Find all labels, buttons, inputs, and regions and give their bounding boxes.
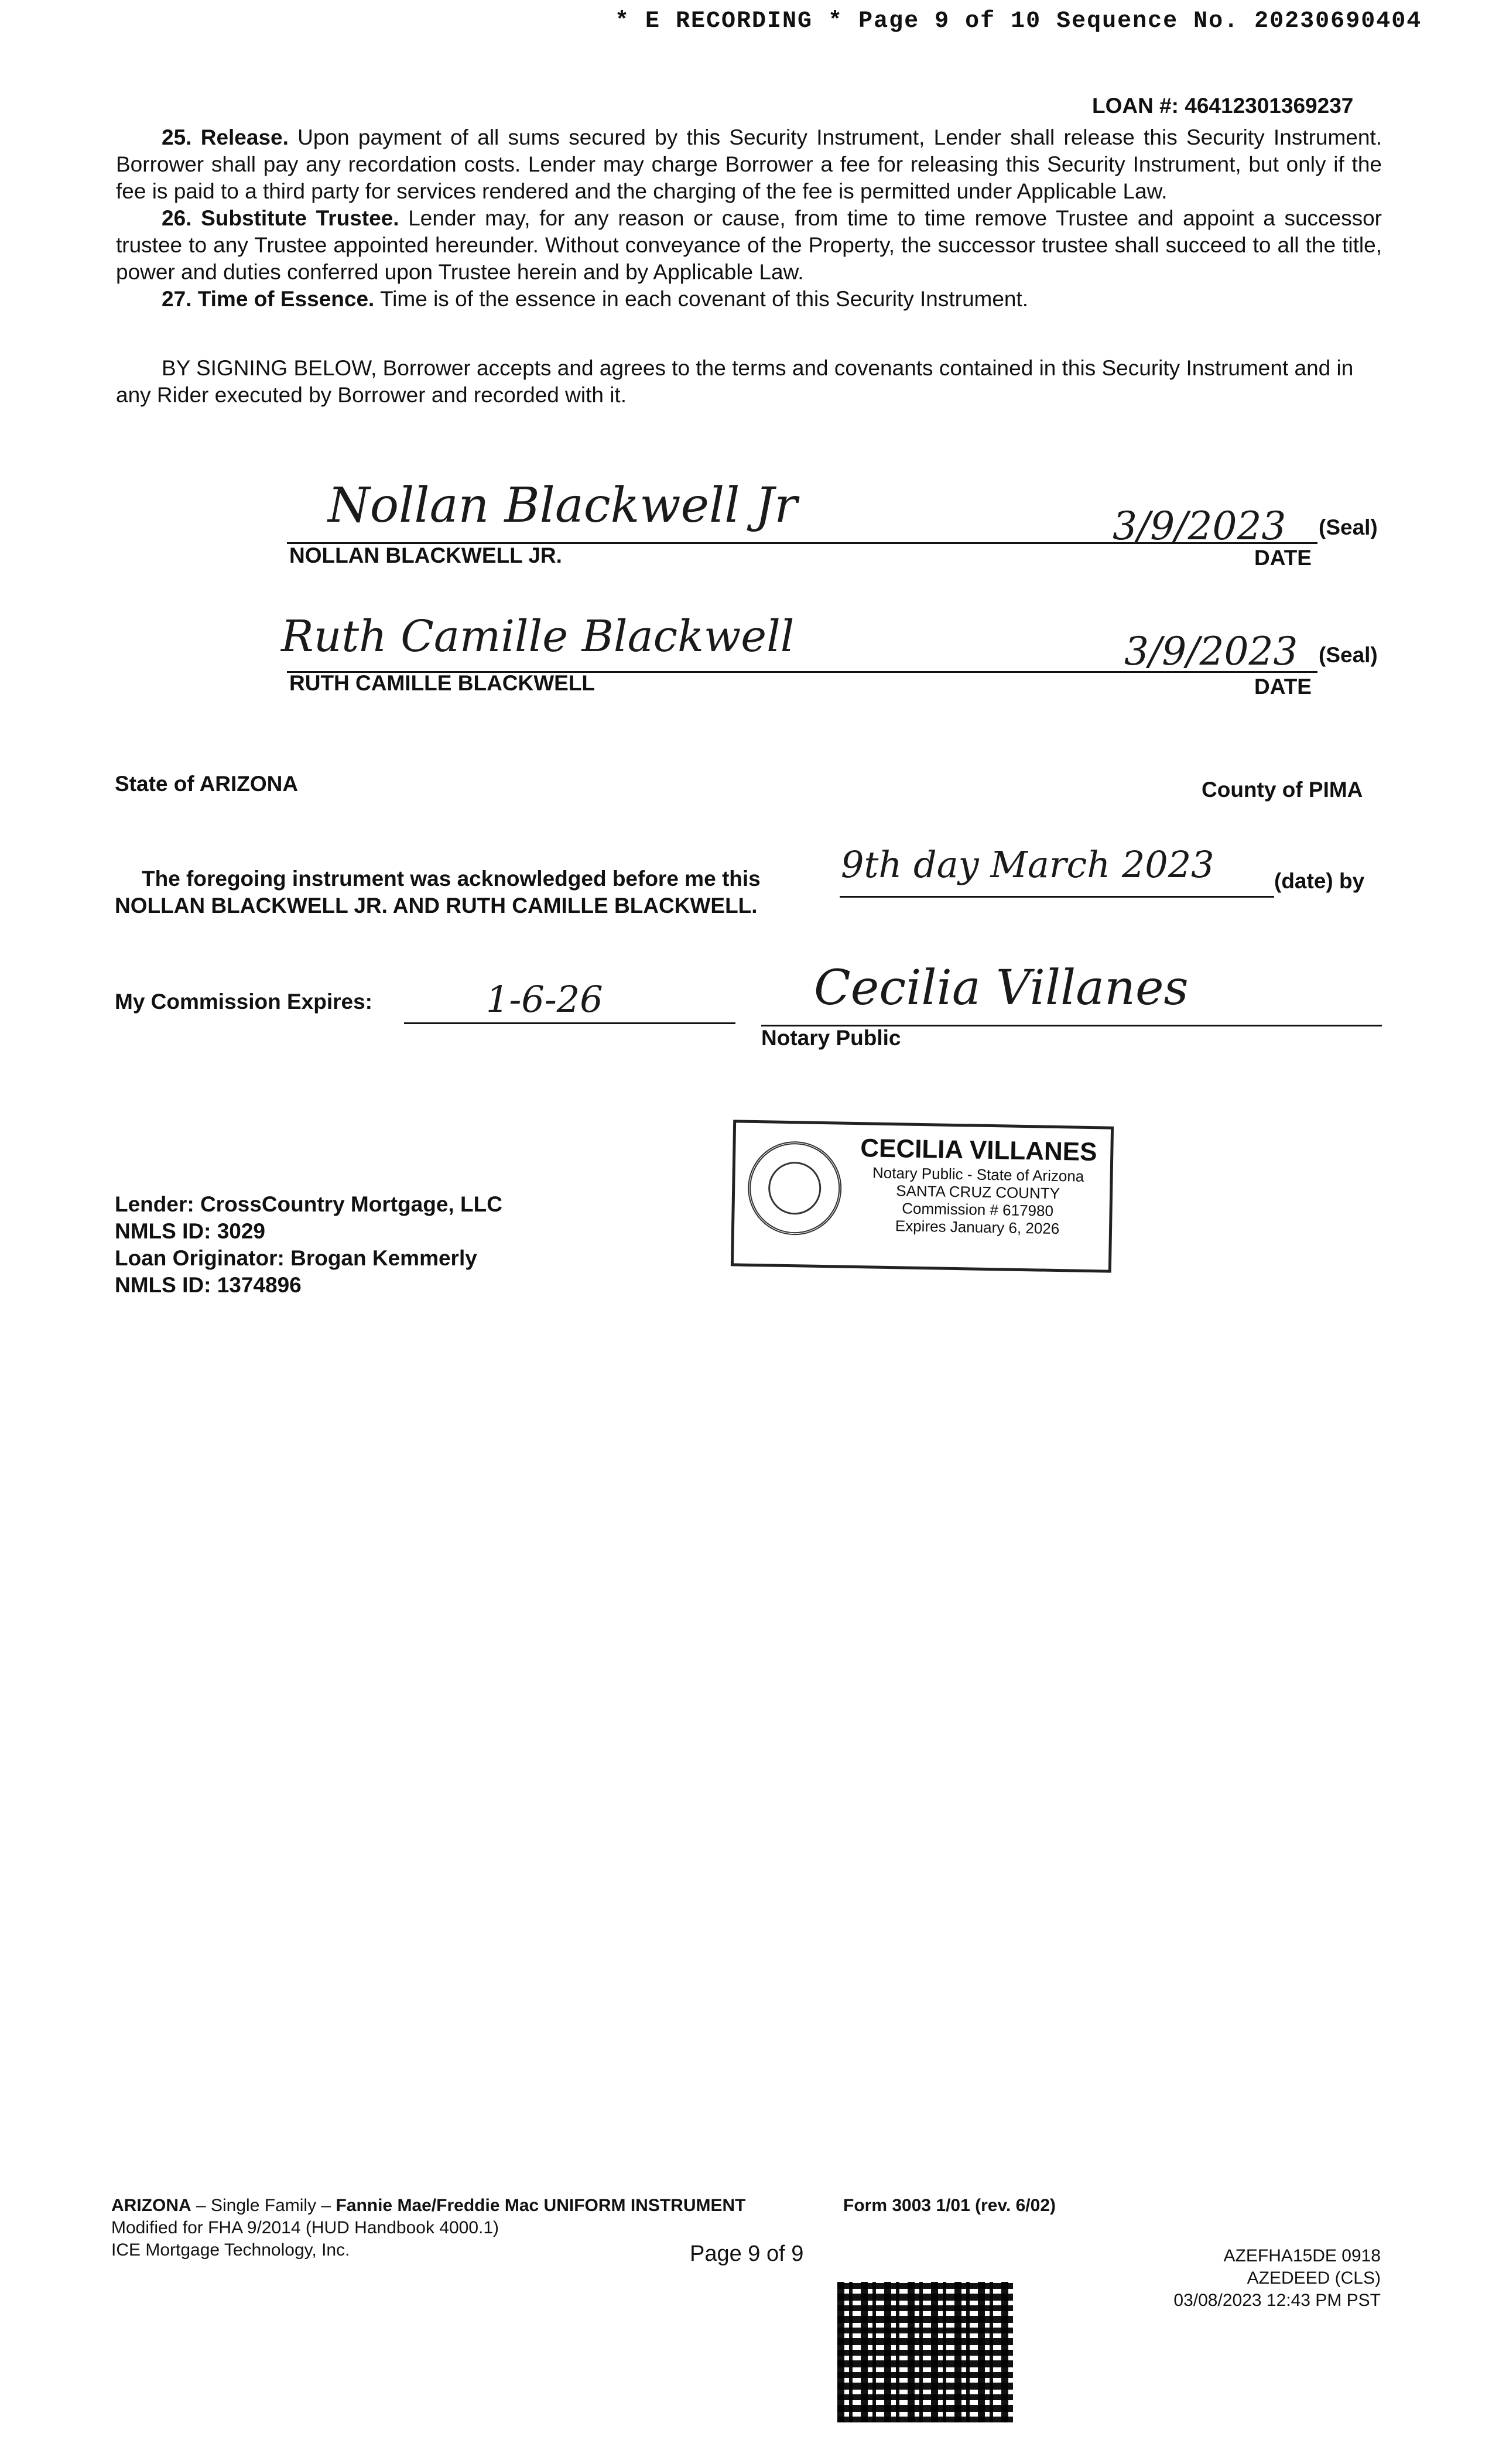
footer-line-2: Modified for FHA 9/2014 (HUD Handbook 4000.1) — [111, 2218, 499, 2237]
loan-originator: Loan Originator: Brogan Kemmerly — [115, 1246, 477, 1270]
clause-text: Time is of the essence in each covenant of this Security Instrument. — [374, 287, 1029, 311]
clause-number: 25. — [162, 125, 192, 149]
form-number: Form 3003 1/01 (rev. 6/02) — [843, 2196, 1056, 2215]
acknowledgment-date-line — [840, 896, 1274, 898]
deed-code: AZEDEED (CLS) — [1247, 2268, 1381, 2288]
stamp-line: Commission # 617980 — [902, 1199, 1054, 1220]
seal-label: (Seal) — [1319, 515, 1378, 539]
commission-label: My Commission Expires: — [115, 990, 373, 1014]
clause-title: Substitute Trustee. — [201, 206, 399, 230]
acknowledgment-date-suffix: (date) by — [1274, 869, 1365, 893]
acknowledgment-date-handwritten: 9th day March 2023 — [841, 843, 1214, 886]
clause-26 — [116, 205, 1382, 286]
stamp-name: CECILIA VILLANES — [860, 1134, 1097, 1167]
borrower-2-name: RUTH CAMILLE BLACKWELL — [289, 671, 596, 695]
seal-label: (Seal) — [1319, 643, 1378, 667]
clauses-section — [116, 124, 1382, 313]
clause-title: Time of Essence. — [197, 287, 375, 311]
stamp-line: SANTA CRUZ COUNTY — [896, 1182, 1060, 1203]
stamp-line: Expires January 6, 2026 — [895, 1217, 1060, 1238]
notary-signature: Cecilia Villanes — [814, 960, 1189, 1016]
acknowledgment-text: The foregoing instrument was acknowledged before me this — [142, 867, 761, 891]
footer-line-3: ICE Mortgage Technology, Inc. — [111, 2240, 350, 2260]
borrower-1-signature: Nollan Blackwell Jr — [328, 478, 798, 533]
footer-line-1: ARIZONA – Single Family – Fannie Mae/Freddie Mac UNIFORM INSTRUMENT — [111, 2196, 746, 2215]
recording-header: * E RECORDING * Page 9 of 10 Sequence No. 20230690404 — [615, 8, 1422, 35]
lender-nmls: NMLS ID: 3029 — [115, 1219, 266, 1243]
clause-number: 27. — [162, 287, 192, 311]
lender-name: Lender: CrossCountry Mortgage, LLC — [115, 1192, 502, 1216]
state-seal-icon — [747, 1141, 843, 1236]
lender-block — [115, 1191, 502, 1299]
clause-text: Upon payment of all sums secured by this Security Instrument, Lender shall release this Security Instrument. Borrower shall pay any recordation costs. Lender may charge Borrower a fee for releasing this Security Instrument, but only if the fee is paid to a third party for services rendered and the charging of the fee is permitted under Applicable Law. — [116, 125, 1382, 203]
borrower-2-date: 3/9/2023 — [1124, 629, 1298, 674]
stamp-line: Notary Public - State of Arizona — [872, 1163, 1084, 1185]
clause-number: 26. — [162, 206, 192, 230]
signing-statement: BY SIGNING BELOW, Borrower accepts and agrees to the terms and covenants contained in this Security Instrument and in any Rider executed by Borrower and recorded with it. — [116, 356, 1354, 407]
print-timestamp: 03/08/2023 12:43 PM PST — [1173, 2291, 1381, 2310]
county-label: County of PIMA — [1202, 778, 1363, 802]
notary-stamp — [731, 1120, 1114, 1272]
date-label: DATE — [1254, 546, 1312, 570]
loan-number: LOAN #: 46412301369237 — [1092, 94, 1354, 118]
borrower-1-name: NOLLAN BLACKWELL JR. — [289, 543, 562, 567]
clause-title: Release. — [200, 125, 289, 149]
clause-text: Lender may, for any reason or cause, from time to time remove Trustee and appoint a successor trustee to any Trustee appointed hereunder. Without conveyance of the Property, the successor trustee shall succeed to all the title, power and duties conferred upon Trustee herein and by Applicable Law. — [116, 206, 1382, 284]
page-number: Page 9 of 9 — [690, 2241, 804, 2266]
commission-line — [404, 1022, 735, 1024]
borrower-1-date: 3/9/2023 — [1113, 504, 1286, 549]
commission-date-handwritten: 1-6-26 — [486, 978, 603, 1021]
state-label: State of ARIZONA — [115, 772, 299, 796]
clause-25 — [116, 124, 1382, 205]
stamp-text — [851, 1133, 1105, 1238]
footer-codes — [1173, 2245, 1381, 2312]
originator-nmls: NMLS ID: 1374896 — [115, 1273, 302, 1297]
acknowledgment-names: NOLLAN BLACKWELL JR. AND RUTH CAMILLE BLACKWELL. — [115, 894, 758, 918]
date-label: DATE — [1254, 675, 1312, 699]
clause-27 — [116, 286, 1382, 313]
borrower-2-signature: Ruth Camille Blackwell — [281, 611, 795, 662]
barcode-icon — [837, 2282, 1013, 2422]
form-code: AZEFHA15DE 0918 — [1223, 2246, 1381, 2265]
notary-public-label: Notary Public — [761, 1026, 901, 1050]
